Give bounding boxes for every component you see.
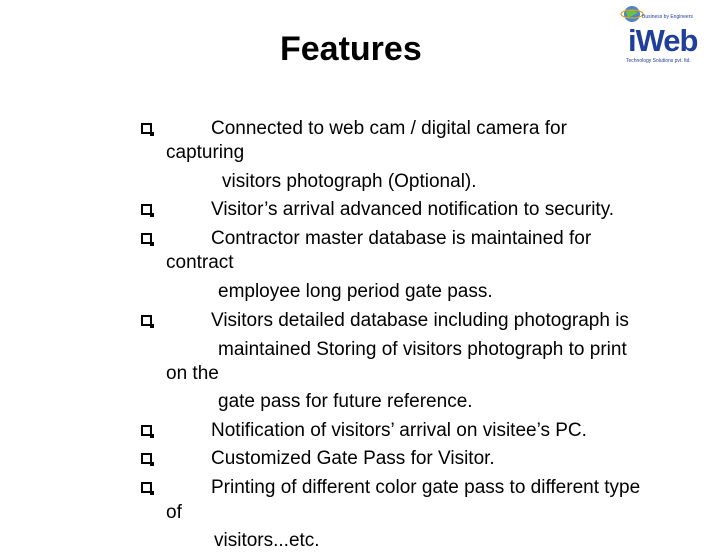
- logo-tagline: Business by Engineers: [642, 14, 693, 20]
- bullet-icon: [141, 233, 152, 244]
- logo-wordmark: iWeb: [628, 23, 698, 58]
- bullet-text-line: of: [166, 502, 182, 523]
- bullet-icon: [141, 482, 152, 493]
- logo-subtitle: Technology Solutions pvt. ltd.: [626, 58, 691, 64]
- slide-title: Features: [280, 30, 422, 68]
- bullet-icon: [141, 204, 152, 215]
- bullet-icon: [141, 123, 152, 134]
- bullet-text-line: Customized Gate Pass for Visitor.: [211, 448, 495, 469]
- company-logo: [620, 2, 720, 64]
- bullet-text-line: visitors...etc.: [214, 530, 320, 551]
- bullet-text-line: visitors photograph (Optional).: [222, 171, 477, 192]
- bullet-text-line: contract: [166, 252, 234, 273]
- bullet-text-line: on the: [166, 363, 219, 384]
- bullet-text-line: employee long period gate pass.: [218, 281, 493, 302]
- bullet-text-line: Visitor’s arrival advanced notification to security.: [211, 199, 615, 220]
- bullet-text-line: capturing: [166, 142, 245, 163]
- bullet-text-line: Contractor master database is maintained for: [211, 228, 592, 249]
- bullet-icon: [141, 425, 152, 436]
- bullet-icon: [141, 453, 152, 464]
- bullet-text-line: gate pass for future reference.: [218, 391, 473, 412]
- bullet-text-line: maintained Storing of visitors photograph to print: [218, 339, 627, 360]
- bullet-text-line: Printing of different color gate pass to different type: [211, 477, 641, 498]
- bullet-text-line: Notification of visitors’ arrival on visitee’s PC.: [211, 420, 587, 441]
- bullet-text-line: Connected to web cam / digital camera for: [211, 118, 567, 139]
- bullet-text-line: Visitors detailed database including photograph is: [211, 310, 629, 331]
- bullet-icon: [141, 315, 152, 326]
